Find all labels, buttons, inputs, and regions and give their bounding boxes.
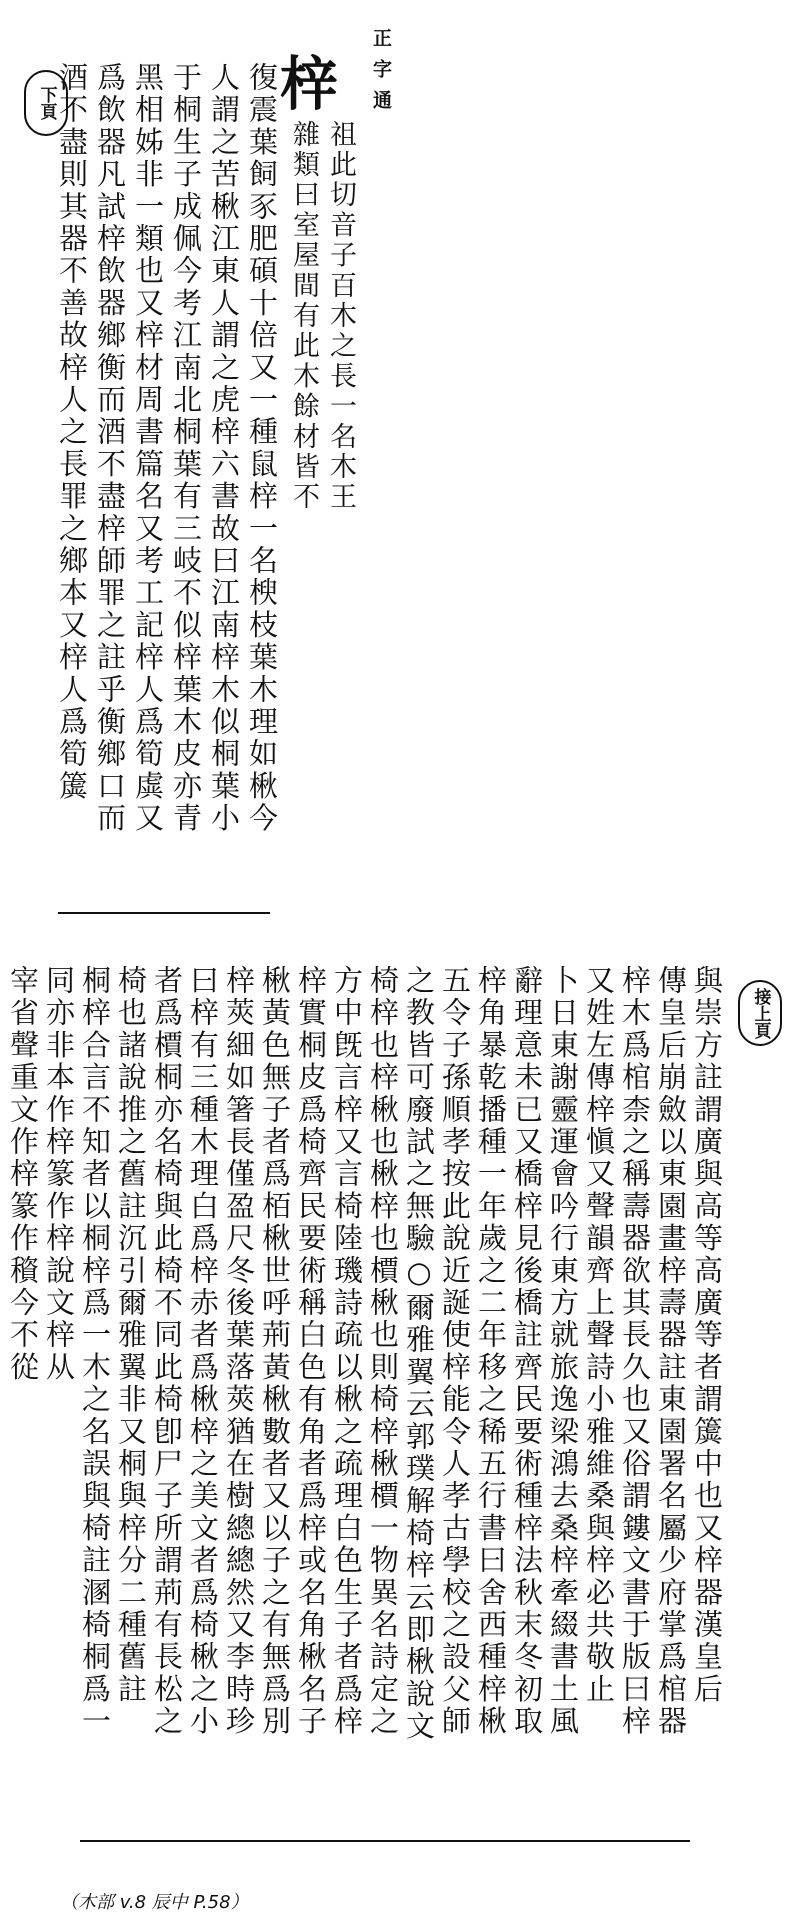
top-column-2: 雜類曰室屋間有此木餘材皆不	[288, 120, 319, 513]
bottom-column-19: 同亦非本作梓篆作梓說文梓从	[42, 965, 76, 1384]
bottom-column-14: 梓莢細如箸長僅盈尺冬後葉落莢猶在樹總總然又李時珍	[222, 965, 256, 1738]
bottom-column-1: 與崇方註謂廣與高等高廣等者謂簴中也又梓器漢皇后	[690, 965, 724, 1706]
bottom-column-15: 曰梓有三種木理白爲梓赤者爲楸梓之美文者爲椅楸之小	[186, 965, 220, 1738]
continued-seal	[738, 980, 782, 1046]
bottom-column-12: 梓實桐皮爲椅齊民要術稱白色有角者爲梓或名角楸名子	[294, 965, 328, 1738]
bottom-column-11: 方中旣言梓又言椅陸璣詩疏以楸之疏理白色生子者爲梓	[330, 965, 364, 1738]
bottom-column-9: 之教皆可廢試之無驗○爾雅翼云郭璞解椅梓云即楸說文	[402, 965, 436, 1743]
bottom-block-end-rule	[80, 1840, 690, 1842]
bottom-column-5: 卜日東謝靈運會吟行東方就旅逸梁鴻去桑梓牽綴書土風	[546, 965, 580, 1738]
footer-note: （木部 v.8 辰中 P.58）	[60, 1892, 249, 1913]
bottom-column-3: 梓木爲棺柰之稱壽器欲其長久也又俗謂鏤文書于版曰梓	[618, 965, 652, 1738]
head-character: 梓	[280, 50, 339, 118]
bottom-column-8: 五令子孫順孝按此說近誕使梓能令人孝古學校之設父師	[438, 965, 472, 1738]
top-column-4: 人謂之苦楸江東人謂之虎梓六書故曰江南梓木似桐葉小	[207, 62, 241, 835]
bottom-column-4: 又姓左傳梓愼又聲韻齊上聲詩小雅維桑與梓必共敬止	[582, 965, 616, 1706]
next-page-seal-text: 下頁	[36, 86, 57, 120]
top-column-1: 祖此切音子百木之長一名木王	[325, 120, 356, 513]
top-block-end-rule	[58, 912, 270, 914]
bottom-column-10: 椅梓也梓楸也楸梓也檟楸也則椅梓楸檟一物異名詩定之	[366, 965, 400, 1738]
book-title: 正字通	[370, 28, 392, 121]
top-column-6: 黑相姊非一類也又梓材周書篇名又考工記梓人爲筍虡又	[131, 62, 165, 835]
bottom-column-17: 椅也諸說推之舊註沉引爾雅翼非又桐與梓分二種舊註	[114, 965, 148, 1706]
top-column-7: 爲飲器凡試梓飲器鄉衡而酒不盡梓師罪之註乎衡鄉口而	[93, 62, 127, 835]
top-column-3: 復震葉飼豕肥碩十倍又一種鼠梓一名楰枝葉木理如楸今	[245, 62, 279, 835]
bottom-column-20: 宰省聲重文作梓篆作䆅今不從	[6, 965, 40, 1384]
continued-seal-text: 接上頁	[750, 987, 771, 1039]
bottom-column-7: 梓角暴乾播種一年歲之二年移之稀五行書曰舍西種梓楸	[474, 965, 508, 1738]
top-column-8: 酒不盡則其器不善故梓人之長罪之鄉本又梓人爲筍簴	[55, 62, 89, 803]
bottom-column-2: 傳皇后崩斂以東園畫梓壽器註東園署名屬少府掌爲棺器	[654, 965, 688, 1738]
bottom-column-6: 辭理意未已又橋梓見後橋註齊民要術種梓法秋末冬初取	[510, 965, 544, 1738]
bottom-column-16: 者爲檟桐亦名椅與此椅不同此椅卽尸子所謂荊有長松之	[150, 965, 184, 1738]
bottom-column-18: 桐梓合言不知者以桐梓爲一木之名誤與椅註溷椅桐爲一	[78, 965, 112, 1738]
top-column-5: 于桐生子成佩今考江南北桐葉有三岐不似梓葉木皮亦青	[169, 62, 203, 835]
bottom-column-13: 楸黃色無子者爲栢楸世呼荊黃楸數者又以子之有無爲別	[258, 965, 292, 1738]
